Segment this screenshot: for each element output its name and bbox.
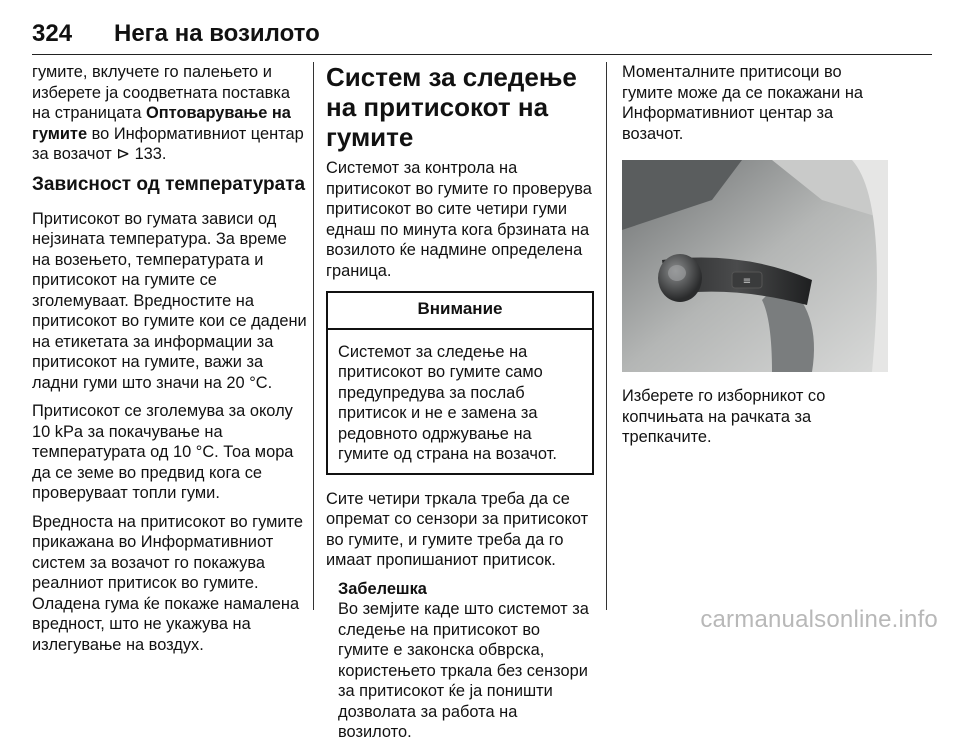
paragraph: Притисокот во гумата зависи од нејзината температура. За време на возењето, температурата и притисокот на гумите се зголемуваат. Вредностите на притисокот во гумите кои се дадени на етикетата за информации за притисокот на гумите, важи за ладни гуми што значи на 20 °C.	[32, 209, 307, 392]
note-block	[326, 579, 594, 743]
menu-reference: Оптоварување на гумите	[32, 104, 291, 143]
svg-text:≡: ≡	[742, 276, 752, 287]
paragraph: Системот за контрола на притисокот во гумите го проверува притисокот во сите четири гуми еднаш по минута кога брзината на возилото ќе надмине определена граница.	[326, 159, 592, 280]
paragraph: Вредноста на притисокот во гумите прикажана во Информативниот систем за возачот го покажува реалниот притисок во гумите. Оладена гума ќе покаже намалена вредност, што не укажува на излегување на воздух.	[32, 512, 303, 654]
column-middle	[326, 62, 594, 743]
turn-signal-lever-photo	[622, 160, 888, 372]
paragraph: Изберете го изборникот со копчињата на рачката за трепкачите.	[622, 387, 826, 446]
arrow-ref-icon: ⊳	[116, 145, 130, 163]
warning-text: Системот за следење на притисокот во гумите само предупредува за послаб притисок и не е замена за редовното одржување на гумите од страна на возачот.	[338, 342, 557, 463]
page-header	[32, 14, 932, 55]
paragraph: гумите, вклучете го палењето и изберете ја соодветната поставка на страницата Оптоварување на гумите во Информативниот центар за возачот ⊳ 133.	[32, 63, 304, 163]
section-heading: Зависност од температурата	[32, 173, 306, 195]
paragraph: Сите четири тркала треба да се опремат со сензори за притисокот во гумите, и гумите треба да го имаат пропишаниот притисок.	[326, 489, 589, 569]
page-reference[interactable]: 133.	[134, 145, 167, 163]
column-right	[622, 62, 892, 456]
note-heading: Забелешка	[338, 579, 427, 598]
column-divider	[606, 62, 607, 610]
page-number: 324	[32, 20, 73, 47]
warning-box	[326, 291, 594, 475]
paragraph: Притисокот се зголемува за околу 10 kPa за покачување на температурата од 10 °C. Тоа мора да се земе во предвид кога се проверуваат топли гуми.	[32, 402, 294, 502]
column-left	[32, 62, 307, 663]
watermark: carmanualsonline.info	[700, 606, 938, 633]
note-text: Во земјите каде што системот за следење на притисокот во гумите е законска обврска, користењето тркала без сензори за притисокот ќе ја поништи дозволата за работа на возилото.	[338, 600, 589, 741]
warning-heading: Внимание	[328, 293, 592, 330]
section-title: Систем за следење на притисокот на гумите	[326, 62, 577, 152]
column-divider	[313, 62, 314, 610]
page-title: Нега на возилото	[114, 20, 320, 47]
paragraph: Моменталните притисоци во гумите може да се покажани на Информативниот центар за возачот.	[622, 63, 863, 143]
